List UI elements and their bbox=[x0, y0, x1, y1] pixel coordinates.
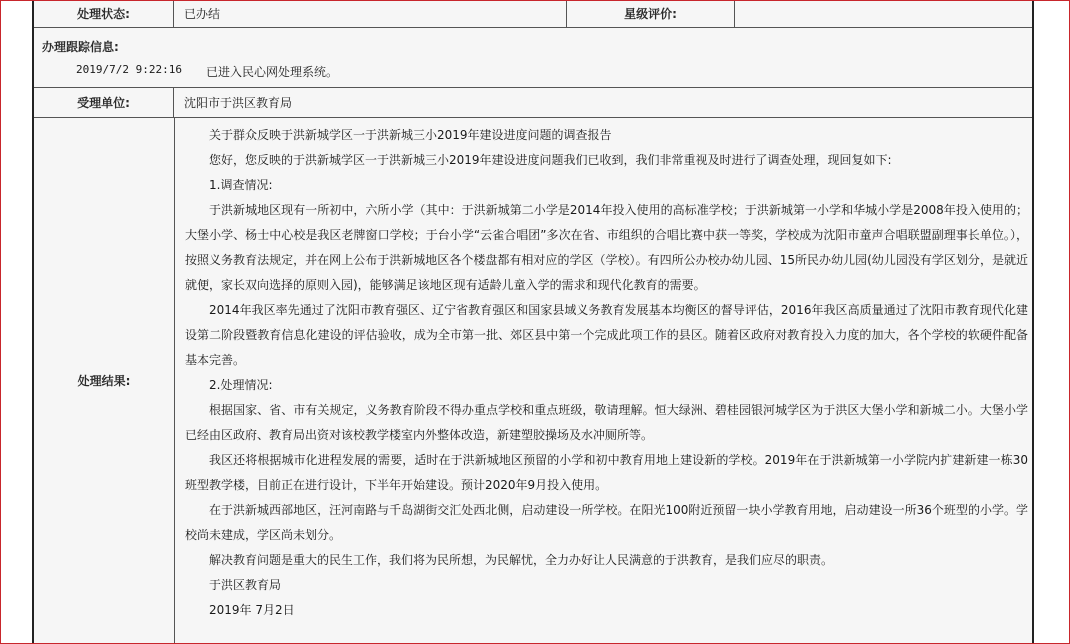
section-heading-investigation: 1.调查情况: bbox=[209, 178, 273, 192]
unit-value: 沈阳市于洪区教育局 bbox=[184, 96, 293, 110]
report-paragraph: 我区还将根据城市化进程发展的需要，适时在于洪新城地区预留的小学和初中教育用地上建设新的学校。2019年在于洪新城第一小学院内扩建新建一栋30班型教学楼，目前正在进行设计，下半年开始建设。预计2020年9月投入使用。 bbox=[185, 453, 1028, 492]
unit-row bbox=[34, 88, 1032, 118]
report-paragraph: 根据国家、省、市有关规定，义务教育阶段不得办重点学校和重点班级，敬请理解。恒大绿洲、碧桂园银河城学区为于洪区大堡小学和新城二小。大堡小学已经由区政府、教育局出资对该校教学楼室内外整体改造，新建塑胶操场及水冲厕所等。 bbox=[185, 403, 1028, 442]
report-paragraph: 于洪新城地区现有一所初中，六所小学（其中：于洪新城第二小学是2014年投入使用的高标准学校；于洪新城第一小学和华城小学是2008年投入使用的；大堡小学、杨士中心校是我区老牌窗口学校；于台小学“云雀合唱团”多次在省、市组织的合唱比赛中获一等奖，学校成为沈阳市童声合唱联盟副理事长单位。），按照义务教育法规定，并在网上公布于洪新城地区各个楼盘都有相对应的学区（学校）。有四所公办校办幼儿园、15所民办幼儿园(幼儿园没有学区划分，是就近就便，家长双向选择的原则入园)，能够满足该地区现有适龄儿童入学的需求和现代化教育的需要。 bbox=[185, 203, 1028, 292]
tracking-row bbox=[34, 28, 1032, 88]
report-paragraph: 在于洪新城西部地区，汪河南路与千岛湖街交汇处西北侧，启动建设一所学校。在阳光100附近预留一块小学教育用地，启动建设一所36个班型的小学。学校尚未建成，学区尚未划分。 bbox=[185, 503, 1028, 542]
status-label: 处理状态: bbox=[34, 0, 174, 27]
tracking-message: 已进入民心网处理系统。 bbox=[206, 65, 339, 79]
unit-label: 受理单位: bbox=[34, 88, 174, 117]
result-body bbox=[175, 118, 1032, 623]
report-greeting: 您好，您反映的于洪新城学区一于洪新城三小2019年建设进度问题我们已收到，我们非常重视及时进行了调查处理，现回复如下: bbox=[209, 153, 892, 167]
rating-value bbox=[735, 0, 1032, 27]
tracking-entry bbox=[76, 63, 338, 80]
report-title: 关于群众反映于洪新城学区一于洪新城三小2019年建设进度问题的调查报告 bbox=[209, 128, 612, 142]
rating-label: 星级评价: bbox=[567, 0, 735, 27]
report-paragraph: 2014年我区率先通过了沈阳市教育强区、辽宁省教育强区和国家县域义务教育发展基本均衡区的督导评估，2016年我区高质量通过了沈阳市教育现代化建设第二阶段暨教育信息化建设的评估验收，成为全市第一批、郊区县中第一个完成此项工作的县区。随着区政府对教育投入力度的加大，各个学校的软硬件配备基本完善。 bbox=[185, 303, 1028, 367]
result-label: 处理结果: bbox=[34, 118, 175, 643]
complaint-detail-panel bbox=[32, 0, 1034, 644]
report-signature: 于洪区教育局 bbox=[209, 578, 282, 592]
result-row bbox=[34, 118, 1032, 644]
status-value: 已办结 bbox=[174, 0, 567, 27]
status-row bbox=[34, 0, 1032, 28]
tracking-title: 办理跟踪信息: bbox=[42, 40, 119, 54]
report-paragraph: 解决教育问题是重大的民生工作，我们将为民所想，为民解忧，全力办好让人民满意的于洪教育，是我们应尽的职责。 bbox=[209, 553, 834, 567]
tracking-time: 2019/7/2 9:22:16 bbox=[76, 63, 182, 76]
report-date: 2019年 7月2日 bbox=[209, 603, 295, 617]
section-heading-handling: 2.处理情况: bbox=[209, 378, 273, 392]
